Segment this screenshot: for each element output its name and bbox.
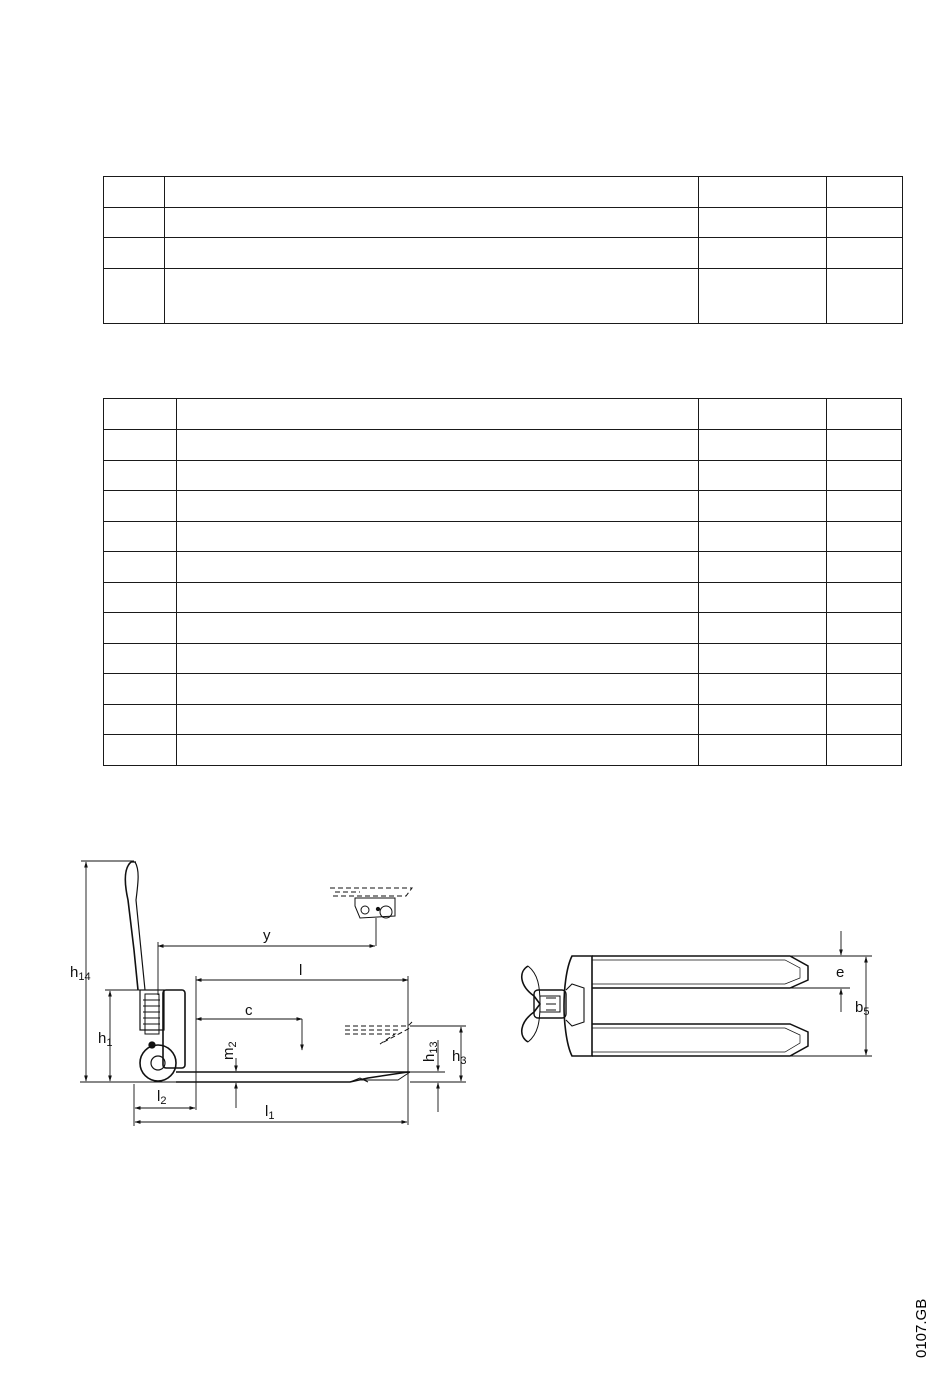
table-column-divider bbox=[698, 399, 699, 765]
dim-label-h14: $h_{14}$ bbox=[70, 964, 91, 983]
dim-label-h1: $h_1$ bbox=[98, 1030, 113, 1049]
top-view-dimensions bbox=[790, 931, 872, 1056]
table-row-divider bbox=[104, 268, 902, 269]
table-row-divider bbox=[104, 582, 901, 583]
dim-label-l: l bbox=[299, 962, 303, 979]
dim-label-e: e bbox=[836, 964, 845, 981]
dim-label-l2: $l_2$ bbox=[157, 1088, 167, 1107]
dim-label-y: y bbox=[263, 927, 271, 944]
spec-table-1 bbox=[103, 176, 903, 324]
spec-table-2 bbox=[103, 398, 902, 766]
side-view-labels bbox=[70, 927, 466, 1122]
side-view-dimensions bbox=[80, 861, 466, 1126]
table-row-divider bbox=[104, 551, 901, 552]
table-column-divider bbox=[164, 177, 165, 323]
table-row-divider bbox=[104, 490, 901, 491]
dim-label-b5: $b_5$ bbox=[855, 999, 870, 1018]
table-column-divider bbox=[826, 399, 827, 765]
dim-label-h3: $h_3$ bbox=[452, 1048, 467, 1067]
top-view bbox=[522, 956, 808, 1056]
table-row-divider bbox=[104, 612, 901, 613]
document-code: 0107.GB bbox=[913, 1298, 930, 1358]
table-row-divider bbox=[104, 460, 901, 461]
table-row-divider bbox=[104, 429, 901, 430]
dim-label-l1: $l_1$ bbox=[265, 1103, 275, 1122]
pallet-truck-dimension-drawing bbox=[0, 840, 950, 1160]
dim-label-h13: $h_{13}$ bbox=[421, 1041, 440, 1062]
dim-label-m2: $m_2$ bbox=[220, 1041, 239, 1060]
table-row-divider bbox=[104, 643, 901, 644]
table-row-divider bbox=[104, 207, 902, 208]
table-column-divider bbox=[176, 399, 177, 765]
side-view bbox=[80, 862, 412, 1082]
table-row-divider bbox=[104, 704, 901, 705]
table-column-divider bbox=[826, 177, 827, 323]
dim-label-c: c bbox=[245, 1002, 253, 1019]
table-row-divider bbox=[104, 734, 901, 735]
table-column-divider bbox=[698, 177, 699, 323]
table-row-divider bbox=[104, 673, 901, 674]
table-row-divider bbox=[104, 521, 901, 522]
table-row-divider bbox=[104, 237, 902, 238]
